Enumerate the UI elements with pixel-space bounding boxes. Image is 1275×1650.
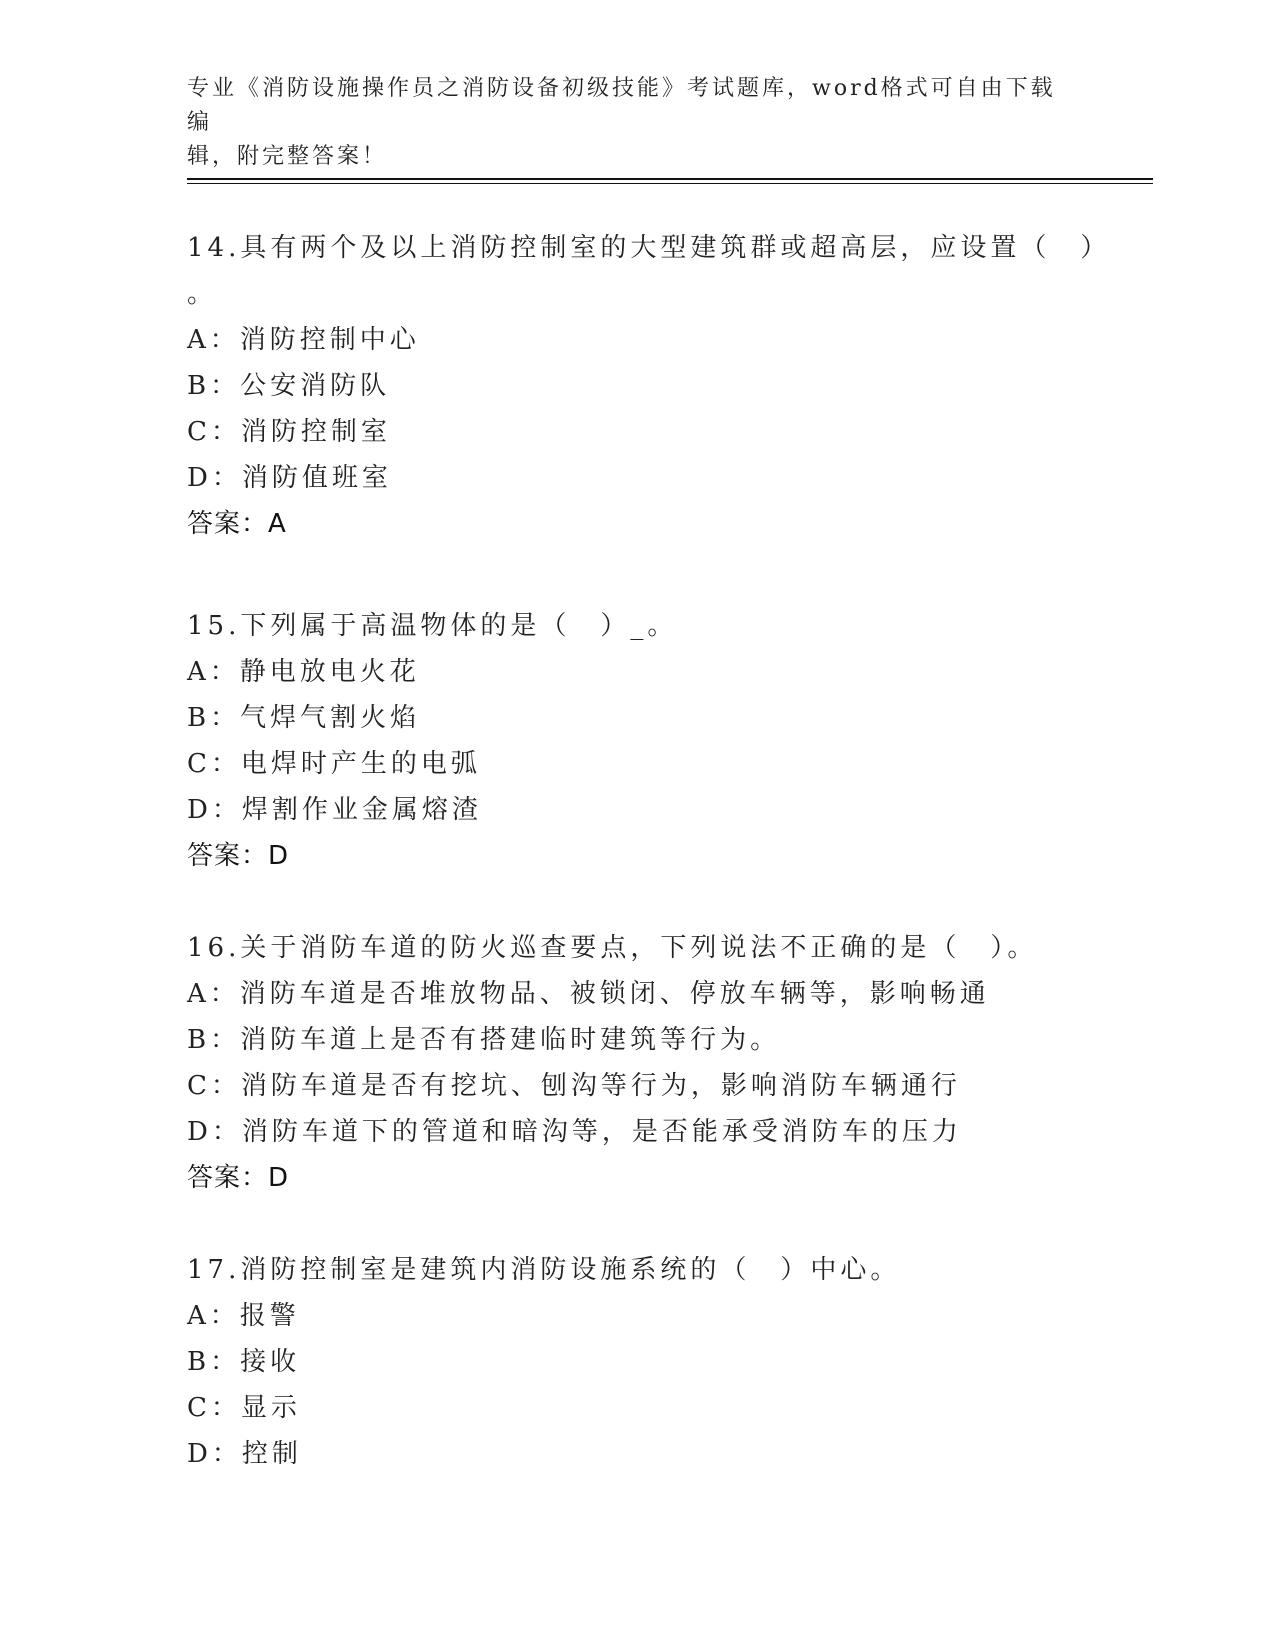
option-a: A：消防车道是否堆放物品、被锁闭、停放车辆等，影响畅通 <box>187 979 990 1009</box>
answer: 答案：D <box>187 1163 290 1193</box>
answer: 答案：A <box>187 509 287 539</box>
option-b: B：接收 <box>187 1347 301 1377</box>
question-14 <box>187 225 1111 547</box>
option-c: C：电焊时产生的电弧 <box>187 749 481 779</box>
question-17 <box>187 1247 1087 1477</box>
answer: 答案：D <box>187 841 290 871</box>
option-a: A：消防控制中心 <box>187 325 420 355</box>
question-15 <box>187 603 1087 879</box>
option-d: D：消防值班室 <box>187 463 392 493</box>
document-header <box>187 72 1067 174</box>
option-a: A：报警 <box>187 1301 300 1331</box>
question-stem: 15.下列属于高温物体的是（ ）_。 <box>187 611 678 641</box>
question-16 <box>187 925 1087 1201</box>
option-d: D：消防车道下的管道和暗沟等，是否能承受消防车的压力 <box>187 1117 962 1147</box>
question-stem: 17.消防控制室是建筑内消防设施系统的（ ）中心。 <box>187 1255 901 1285</box>
option-d: D：焊割作业金属熔渣 <box>187 795 482 825</box>
option-a: A：静电放电火花 <box>187 657 420 687</box>
option-c: C：消防车道是否有挖坑、刨沟等行为，影响消防车辆通行 <box>187 1071 961 1101</box>
option-b: B：气焊气割火焰 <box>187 703 421 733</box>
option-b: B：消防车道上是否有搭建临时建筑等行为。 <box>187 1025 781 1055</box>
header-divider-thin <box>187 183 1153 184</box>
question-stem: 16.关于消防车道的防火巡查要点，下列说法不正确的是（ ）。 <box>187 933 1038 963</box>
header-divider-thick <box>187 178 1153 180</box>
option-c: C：显示 <box>187 1393 301 1423</box>
header-line-2: 辑，附完整答案！ <box>187 144 388 169</box>
question-stem-continuation: 。 <box>187 279 214 309</box>
question-stem: 14.具有两个及以上消防控制室的大型建筑群或超高层，应设置（ ） <box>187 233 1111 263</box>
option-d: D：控制 <box>187 1439 302 1469</box>
option-b: B：公安消防队 <box>187 371 391 401</box>
header-line-1: 专业《消防设施操作员之消防设备初级技能》考试题库，word格式可自由下载编 <box>187 76 1056 135</box>
option-c: C：消防控制室 <box>187 417 391 447</box>
